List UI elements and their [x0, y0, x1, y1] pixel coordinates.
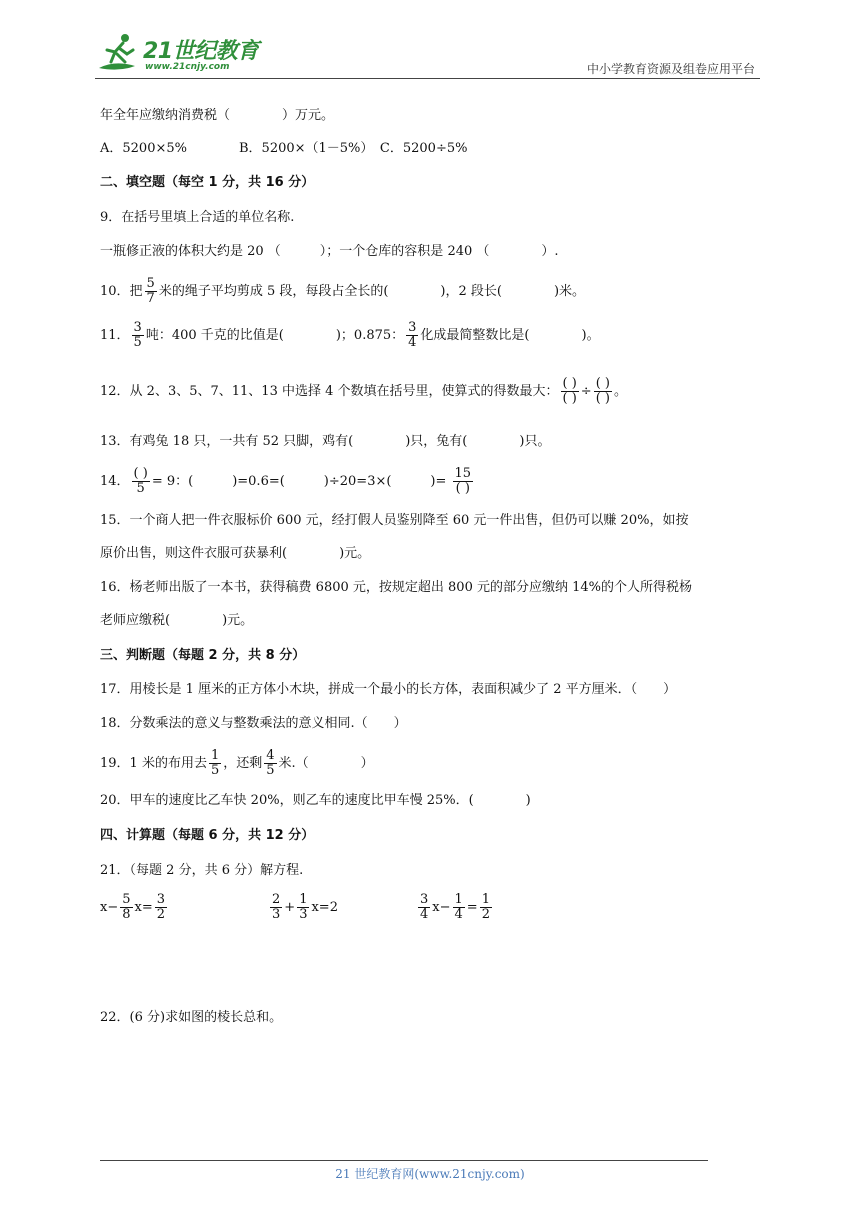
- q9-line: 一瓶修正液的体积大约是 20 （ ）；一个仓库的容积是 240 （ ）.: [100, 244, 559, 259]
- fraction: $\frac{3}{4}$: [408, 320, 417, 350]
- q15-line1: 15．一个商人把一件衣服标价 600 元，经打假人员鉴别降至 60 元一件出售，但仍可以赚 20%，如按: [100, 513, 689, 528]
- logo-url: www.21cnjy.com: [145, 62, 230, 72]
- q16-line2: 老师应缴税( )元。: [100, 613, 254, 628]
- q14: 14． $\frac{( )}{5}$ = 9：( )=0.6=( )÷20=3×( )= $\frac{15}{( )}$: [100, 466, 472, 496]
- fraction: $\frac{1}{3}$: [299, 892, 308, 922]
- logo: [95, 30, 265, 76]
- fraction: $\frac{3}{2}$: [156, 892, 166, 922]
- q10: 10．把 $\frac{5}{7}$ 米的绳子平均剪成 5 段，每段占全长的( )，2 段长( )米。: [100, 276, 586, 306]
- q20: 20．甲车的速度比乙车快 20%，则乙车的速度比甲车慢 25%．( ): [100, 793, 531, 808]
- q15-line2: 原价出售，则这件衣服可获暴利( )元。: [100, 546, 371, 561]
- section-heading: 二、填空题（每空 1 分，共 16 分）: [100, 175, 315, 190]
- section-heading: 四、计算题（每题 6 分，共 12 分）: [100, 828, 315, 843]
- q21-equation-3: $\frac{3}{4}$ x− $\frac{1}{4}$ = $\frac{1}{2}$: [420, 892, 490, 922]
- fraction: $\frac{2}{3}$: [272, 892, 281, 922]
- blank-fraction: $\frac{( )}{( )}$: [562, 376, 577, 406]
- fraction: $\frac{4}{5}$: [266, 748, 275, 778]
- fraction: $\frac{5}{8}$: [122, 892, 131, 922]
- q21-equation-1: x− $\frac{5}{8}$ x= $\frac{3}{2}$: [100, 892, 166, 922]
- logo-text: 21世纪教育: [143, 39, 259, 64]
- fraction: $\frac{( )}{5}$: [133, 466, 148, 496]
- q8-options: A．5200×5% B．5200×（1－5%） C．5200÷5%: [100, 141, 468, 156]
- q9-stem: 9．在括号里填上合适的单位名称.: [100, 210, 295, 225]
- q8-line: 年全年应缴纳消费税（ ）万元。: [100, 108, 335, 123]
- page-footer: 21 世纪教育网(www.21cnjy.com): [335, 1167, 525, 1181]
- q21-stem: 21．（每题 2 分，共 6 分）解方程.: [100, 863, 304, 878]
- q11: 11． $\frac{3}{5}$ 吨：400 千克的比值是( )；0.875： $\frac{3}{4}$ 化成最简整数比是( )。: [100, 320, 600, 350]
- q22: 22．(6 分)求如图的棱长总和。: [100, 1010, 283, 1025]
- runner-icon: [95, 30, 143, 76]
- fraction: $\frac{3}{4}$: [420, 892, 429, 922]
- fraction: $\frac{1}{5}$: [210, 748, 220, 778]
- page-header: [95, 30, 760, 80]
- fraction: $\frac{3}{5}$: [133, 320, 142, 350]
- footer-divider: [100, 1160, 708, 1161]
- q17: 17．用棱长是 1 厘米的正方体小木块，拼成一个最小的长方体，表面积减少了 2 平方厘米．（ ）: [100, 682, 677, 697]
- fraction: $\frac{1}{2}$: [481, 892, 490, 922]
- fraction: $\frac{1}{4}$: [454, 892, 463, 922]
- blank-fraction: $\frac{( )}{( )}$: [595, 376, 610, 406]
- q21-equation-2: $\frac{2}{3}$ + $\frac{1}{3}$ x=2: [272, 892, 338, 922]
- fraction: $\frac{5}{7}$: [146, 276, 155, 306]
- fraction: $\frac{15}{( )}$: [454, 466, 472, 496]
- q12: 12．从 2、3、5、7、11、13 中选择 4 个数填在括号里，使算式的得数最大： $\frac{( )}{( )}$ ÷ $\frac{( )}{( )}$ 。: [100, 376, 627, 406]
- header-slogan: 中小学教育资源及组卷应用平台: [586, 62, 755, 76]
- header-divider: [95, 78, 760, 79]
- q19: 19．1 米的布用去 $\frac{1}{5}$ ，还剩 $\frac{4}{5}$ 米.（ ）: [100, 748, 374, 778]
- q16-line1: 16．杨老师出版了一本书，获得稿费 6800 元，按规定超出 800 元的部分应缴纳 14%的个人所得税杨: [100, 580, 692, 595]
- q18: 18．分数乘法的意义与整数乘法的意义相同.（ ）: [100, 716, 407, 731]
- section-heading: 三、判断题（每题 2 分，共 8 分）: [100, 648, 306, 663]
- q13: 13．有鸡兔 18 只，一共有 52 只脚，鸡有( )只，兔有( )只。: [100, 434, 551, 449]
